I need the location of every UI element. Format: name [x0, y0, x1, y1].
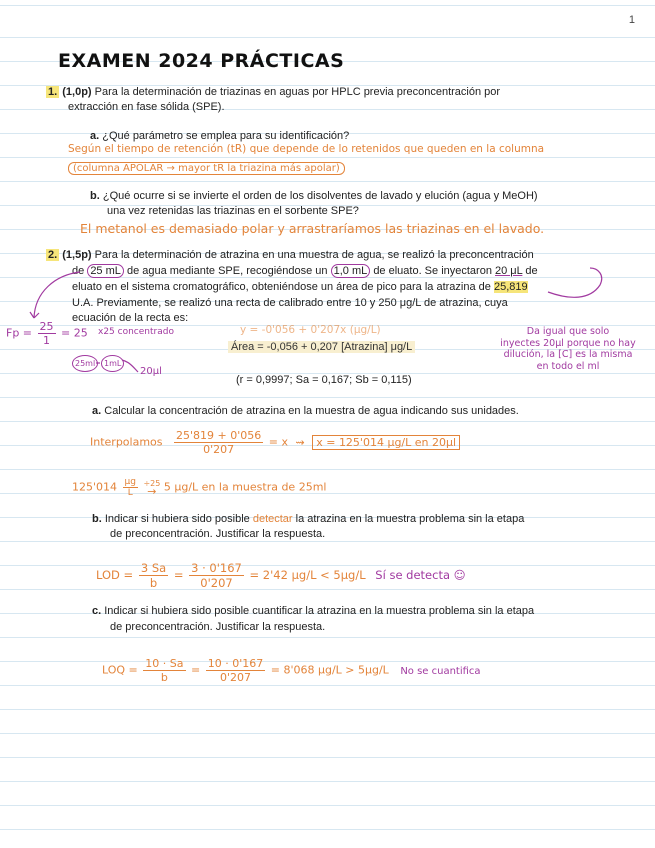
- question-1a: a. ¿Qué parámetro se emplea para su identificación?: [90, 130, 350, 142]
- calibration-equation: Área = -0,056 + 0,207 [Atrazina] μg/L: [228, 341, 415, 353]
- arrow-to-20ul: [122, 360, 138, 372]
- volume-25ml: 25 mL: [87, 264, 124, 278]
- question-text: Para la determinación de triazinas en aguas por HPLC previa preconcentración por: [94, 86, 501, 98]
- question-number: 1.: [48, 86, 58, 98]
- question-2a: a. Calcular la concentración de atrazina en la muestra de agua indicando sus unidades.: [92, 405, 519, 417]
- arrow-to-side-note: [548, 268, 602, 297]
- page-number: 1: [628, 14, 635, 26]
- injection-volume: 20 μL: [495, 265, 523, 277]
- calibration-stats: (r = 0,9997; Sa = 0,167; Sb = 0,115): [236, 374, 412, 386]
- question-2: 2. (1,5p) Para la determinación de atrazina en una muestra de agua, se realizó la preconcentración: [48, 249, 534, 261]
- question-1-text-cont: extracción en fase sólida (SPE).: [68, 101, 225, 113]
- arrow-to-fp: [34, 272, 80, 318]
- page-title: EXAMEN 2024 PRÁCTICAS: [58, 50, 345, 72]
- circle-25ml: 25ml: [72, 355, 98, 372]
- concentrated-note: x25 concentrado: [98, 327, 174, 337]
- answer-1a-line1: Según el tiempo de retención (tR) que depende de lo retenidos que queden en la columna: [68, 143, 545, 155]
- handwritten-equation: y = -0'056 + 0'207x (μg/L): [240, 324, 381, 336]
- question-2-line5: ecuación de la recta es:: [72, 312, 189, 324]
- question-2b-cont: de preconcentración. Justificar la respuesta.: [110, 528, 326, 540]
- volume-1ml: 1,0 mL: [331, 264, 371, 278]
- question-2-line4: U.A. Previamente, se realizó una recta de calibrado entre 10 y 250 μg/L de atrazina, cuya: [72, 297, 508, 309]
- question-2c-cont: de preconcentración. Justificar la respuesta.: [110, 621, 326, 633]
- question-2-line2: de 25 mL de agua mediante SPE, recogiéndose un 1,0 mL de eluato. Se inyectaron 20 μL de: [72, 265, 538, 277]
- answer-2b: LOD = $\frac{3 Sa}{b}$ = $\frac{3 \cdot 0'167}{0'207}$ = 2'42 μg/L < 5μg/L Sí se detecta ☺: [96, 561, 466, 590]
- note-20ul: 20μl: [140, 366, 162, 377]
- result-box: x = 125'014 μg/L en 20μl: [312, 435, 460, 450]
- question-2b: b. Indicar si hubiera sido posible detectar la atrazina en la muestra problema sin la etapa: [92, 513, 525, 525]
- question-2-line3: eluato en el sistema cromatográfico, obteniéndose un área de pico para la atrazina de 25,819: [72, 281, 528, 293]
- side-note: Da igual que solo inyectes 20μl porque no hay dilución, la [C] es la misma en todo el ml: [500, 326, 636, 372]
- circle-1ml: 1mL: [101, 355, 124, 372]
- answer-1a-line2: (columna APOLAR → mayor tR la triazina más apolar): [68, 162, 345, 175]
- question-2c: c. Indicar si hubiera sido posible cuantificar la atrazina en la muestra problema sin la etapa: [92, 605, 535, 617]
- answer-2a-line1: Interpolamos $\frac{25'819 + 0'056}{0'207}$ = x ⇝ x = 125'014 μg/L en 20μl: [90, 429, 460, 456]
- question-1b: b. ¿Qué ocurre si se invierte el orden de los disolventes de lavado y elución (agua y MeOH): [90, 190, 538, 202]
- answer-2c: LOQ = $\frac{10 \cdot Sa}{b}$ = $\frac{10 \cdot 0'167}{0'207}$ = 8'068 μg/L > 5μg/L No se cuantifica: [102, 657, 481, 684]
- answer-2a-line2: 125'014 $\frac{\mu g}{L}$ ÷25 → 5 μg/L en la muestra de 25ml: [72, 477, 327, 498]
- smile-icon: ☺: [453, 568, 466, 582]
- answer-1b: El metanol es demasiado polar y arrastraríamos las triazinas en el lavado.: [80, 221, 545, 236]
- peak-area: 25,819: [493, 281, 528, 293]
- dilution-factor: Fp = $\frac{25}{1}$ = 25: [6, 320, 88, 347]
- question-points: (1,0p): [62, 86, 92, 98]
- highlight-detectar: detectar: [252, 513, 293, 525]
- question-1b-cont: una vez retenidas las triazinas en el sorbente SPE?: [107, 205, 359, 217]
